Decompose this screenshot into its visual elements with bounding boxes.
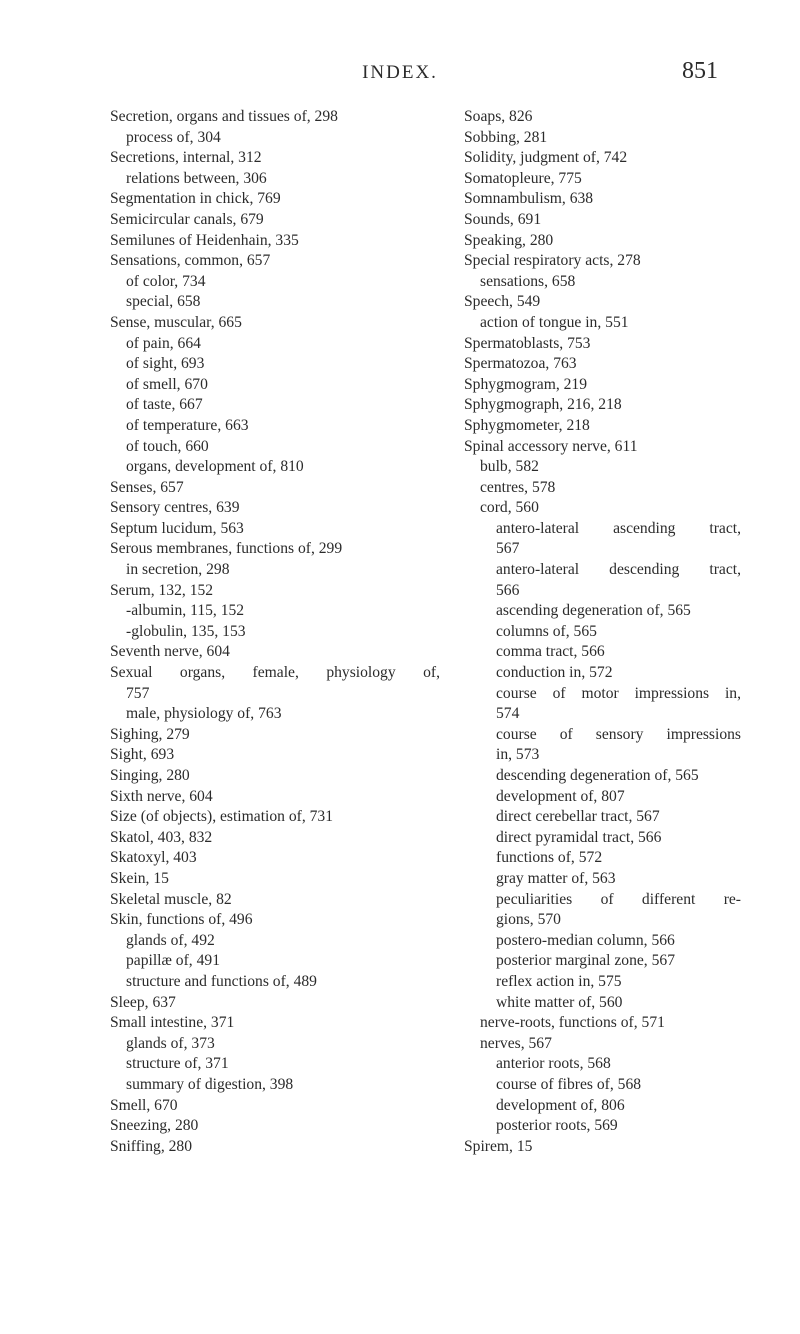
index-entry: Sounds, 691 [464, 210, 542, 228]
index-entry: -albumin, 115, 152 [126, 602, 245, 620]
index-entry: glands of, 492 [126, 931, 215, 949]
page-header [0, 0, 800, 105]
index-entry: Small intestine, 371 [110, 1014, 235, 1032]
running-title: INDEX. [362, 62, 438, 83]
index-entry: conduction in, 572 [496, 664, 613, 682]
index-entry: Sexual organs, female, physiology of, [110, 664, 440, 682]
index-entry: Sneezing, 280 [110, 1117, 199, 1135]
index-entry: Secretion, organs and tissues of, 298 [110, 108, 338, 125]
index-entry: of smell, 670 [126, 375, 208, 393]
index-entry: Soaps, 826 [464, 108, 533, 125]
index-entry: Sense, muscular, 665 [110, 313, 242, 331]
index-entry: gray matter of, 563 [496, 869, 616, 887]
index-entry: comma tract, 566 [496, 643, 605, 661]
index-entry: Spermatoblasts, 753 [464, 334, 591, 352]
index-entry: of taste, 667 [126, 396, 203, 414]
index-entry: Size (of objects), estimation of, 731 [110, 808, 334, 826]
index-entry: 566 [496, 581, 520, 599]
index-entry: Segmentation in chick, 769 [110, 190, 281, 208]
index-entry: Spinal accessory nerve, 611 [464, 437, 638, 455]
index-entry: of pain, 664 [126, 334, 201, 352]
index-entry: nerves, 567 [480, 1034, 552, 1052]
index-entry: Serum, 132, 152 [110, 581, 214, 599]
index-entry: 757 [126, 684, 150, 702]
index-entry: Singing, 280 [110, 767, 190, 784]
index-entry: Somatopleure, 775 [464, 169, 582, 187]
index-entry: cord, 560 [480, 499, 539, 517]
index-entry: functions of, 572 [496, 849, 603, 867]
index-entry: development of, 806 [496, 1096, 625, 1114]
index-entry: in secretion, 298 [126, 561, 230, 579]
index-entry: posterior marginal zone, 567 [496, 952, 675, 970]
index-entry: reflex action in, 575 [496, 972, 622, 990]
index-entry: Semicircular canals, 679 [110, 210, 264, 228]
index-entry: Smell, 670 [110, 1096, 178, 1114]
index-entry: Skeletal muscle, 82 [110, 890, 232, 908]
index-entry: Sensory centres, 639 [110, 499, 240, 517]
index-entry: anterior roots, 568 [496, 1055, 611, 1073]
index-entry: antero-lateral descending tract, [496, 561, 741, 579]
index-entry: Sobbing, 281 [464, 128, 548, 146]
index-entry: Sixth nerve, 604 [110, 787, 213, 805]
index-entry: glands of, 373 [126, 1034, 215, 1052]
index-entry: Somnambulism, 638 [464, 190, 594, 208]
index-entry: Speech, 549 [464, 293, 541, 311]
index-entry: of temperature, 663 [126, 416, 249, 434]
index-entry: 574 [496, 705, 520, 723]
index-entry: bulb, 582 [480, 458, 539, 476]
index-entry: sensations, 658 [480, 272, 576, 290]
index-entry: structure and functions of, 489 [126, 972, 317, 990]
index-entry: 567 [496, 540, 520, 558]
index-entry: of touch, 660 [126, 437, 209, 455]
index-entry: Sighing, 279 [110, 725, 190, 743]
page-number: 851 [682, 58, 718, 84]
index-entry: process of, 304 [126, 128, 221, 146]
index-entry: course of sensory impressions [496, 725, 741, 743]
index-entry: special, 658 [126, 293, 201, 311]
index-entry: of sight, 693 [126, 355, 205, 373]
index-entry: structure of, 371 [126, 1055, 229, 1073]
index-column-left [110, 107, 440, 1157]
index-entry: Semilunes of Heidenhain, 335 [110, 231, 299, 249]
index-entry: Seventh nerve, 604 [110, 643, 230, 661]
index-entry: white matter of, 560 [496, 993, 623, 1011]
index-entry: nerve-roots, functions of, 571 [480, 1014, 665, 1032]
index-entry: Speaking, 280 [464, 231, 554, 249]
index-entry: Skein, 15 [110, 869, 169, 887]
index-entry: Serous membranes, functions of, 299 [110, 540, 343, 558]
index-entry: relations between, 306 [126, 169, 267, 187]
index-entry: Sniffing, 280 [110, 1137, 193, 1155]
index-entry: papillæ of, 491 [126, 952, 220, 970]
index-entry: course of fibres of, 568 [496, 1075, 642, 1093]
index-entry: course of motor impressions in, [496, 684, 741, 702]
index-entry: Spermatozoa, 763 [464, 355, 577, 373]
index-entry: gions, 570 [496, 911, 561, 929]
index-entry: columns of, 565 [496, 622, 597, 640]
index-entry: -globulin, 135, 153 [126, 622, 246, 640]
index-entry: direct cerebellar tract, 567 [496, 808, 660, 826]
index-entry: posterior roots, 569 [496, 1117, 618, 1135]
index-entry: direct pyramidal tract, 566 [496, 828, 662, 846]
index-entry: development of, 807 [496, 787, 625, 805]
index-entry: Sphygmogram, 219 [464, 375, 588, 393]
index-entry: Sphygmometer, 218 [464, 416, 590, 434]
index-entry: organs, development of, 810 [126, 458, 304, 476]
index-entry: of color, 734 [126, 272, 206, 290]
index-entry: Sleep, 637 [110, 993, 176, 1011]
index-entry: action of tongue in, 551 [480, 313, 629, 331]
index-entry: Spirem, 15 [464, 1137, 533, 1155]
index-entry: postero-median column, 566 [496, 931, 675, 949]
index-entry: Solidity, judgment of, 742 [464, 149, 628, 167]
index-entry: Skatoxyl, 403 [110, 849, 197, 867]
index-entry: ascending degeneration of, 565 [496, 602, 691, 620]
index-entry: Septum lucidum, 563 [110, 519, 244, 537]
index-entry: Sight, 693 [110, 746, 175, 764]
index-entry: Senses, 657 [110, 478, 184, 496]
index-entry: in, 573 [496, 746, 540, 764]
index-entry: descending degeneration of, 565 [496, 767, 699, 784]
index-entry: Sphygmograph, 216, 218 [464, 396, 622, 414]
index-entry: Special respiratory acts, 278 [464, 252, 641, 270]
index-entry: Secretions, internal, 312 [110, 149, 262, 167]
index-entry: peculiarities of different re- [496, 890, 741, 908]
index-entry: Skin, functions of, 496 [110, 911, 253, 929]
index-column-right [464, 107, 741, 1157]
index-entry: Skatol, 403, 832 [110, 828, 213, 846]
index-entry: antero-lateral ascending tract, [496, 519, 741, 537]
index-entry: summary of digestion, 398 [126, 1075, 294, 1093]
index-entry: Sensations, common, 657 [110, 252, 271, 270]
index-entry: centres, 578 [480, 478, 556, 496]
index-entry: male, physiology of, 763 [126, 705, 282, 723]
